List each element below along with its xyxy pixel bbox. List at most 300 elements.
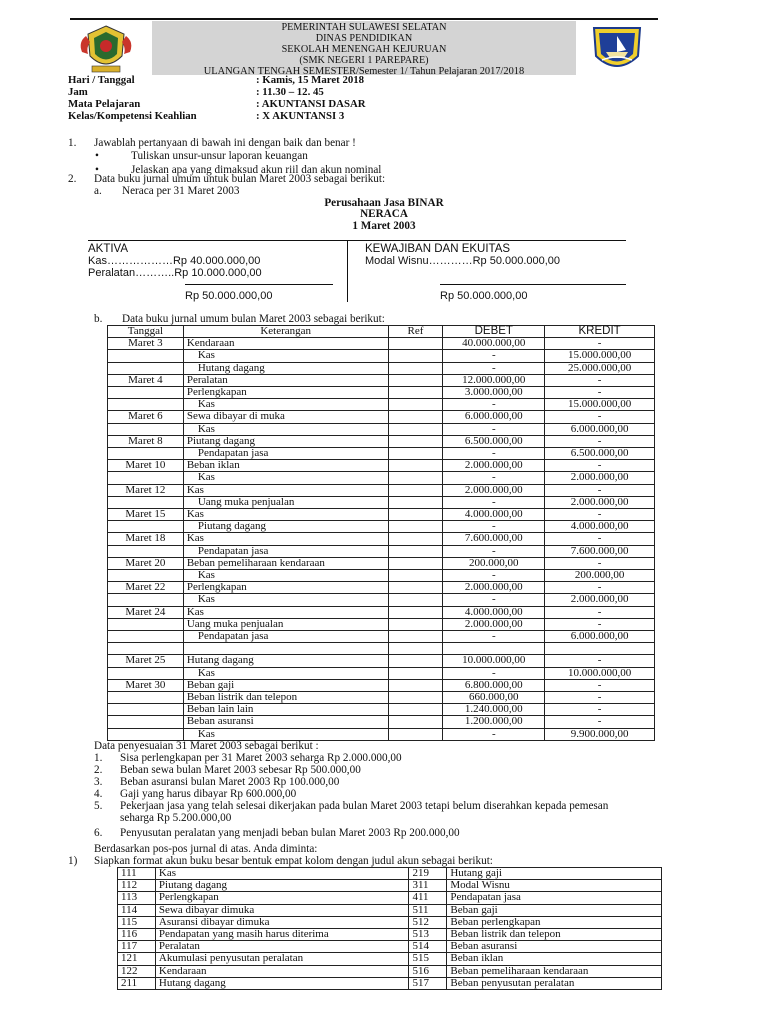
journal-cell-date: [108, 692, 184, 704]
account-name: Modal Wisnu: [447, 880, 662, 892]
school-badge-icon: [588, 22, 646, 78]
journal-cell-ref: [388, 435, 443, 447]
journal-cell-date: [108, 631, 184, 643]
journal-cell-credit: 6.000.000,00: [545, 423, 655, 435]
journal-cell-credit: -: [545, 557, 655, 569]
journal-cell-description: Sewa dibayar di muka: [183, 411, 388, 423]
journal-cell-debit: -: [443, 472, 545, 484]
journal-cell-credit: -: [545, 509, 655, 521]
journal-cell-description: Kas: [183, 570, 388, 582]
journal-cell-debit: 40.000.000,00: [443, 338, 545, 350]
journal-cell-ref: [388, 618, 443, 630]
adjustment-item: [94, 788, 760, 800]
account-name: Beban asuransi: [447, 941, 662, 953]
journal-cell-description: Uang muka penjualan: [183, 618, 388, 630]
neraca-right-subtotal-rule: [440, 284, 626, 285]
journal-cell-credit: 25.000.000,00: [545, 362, 655, 374]
journal-row: [108, 362, 655, 374]
journal-cell-description: Kas: [183, 594, 388, 606]
journal-row: [108, 496, 655, 508]
account-row: [118, 892, 662, 904]
journal-cell-ref: [388, 606, 443, 618]
journal-cell-credit: 4.000.000,00: [545, 521, 655, 533]
journal-row: [108, 704, 655, 716]
journal-cell-debit: 660.000,00: [443, 692, 545, 704]
neraca-aktiva-item: Peralatan………..Rp 10.000.000,00: [88, 267, 262, 279]
journal-cell-debit: -: [443, 362, 545, 374]
journal-cell-description: Kas: [183, 667, 388, 679]
journal-cell-credit: -: [545, 582, 655, 594]
journal-cell-credit: -: [545, 618, 655, 630]
journal-cell-ref: [388, 411, 443, 423]
journal-cell-ref: [388, 374, 443, 386]
journal-cell-debit: 12.000.000,00: [443, 374, 545, 386]
journal-cell-ref: [388, 350, 443, 362]
journal-cell-date: [108, 472, 184, 484]
journal-cell-ref: [388, 582, 443, 594]
journal-cell-date: [108, 399, 184, 411]
journal-row: [108, 594, 655, 606]
journal-cell-debit: 6.800.000,00: [443, 679, 545, 691]
adjustment-item-number: 5.: [94, 800, 103, 812]
journal-row: [108, 423, 655, 435]
journal-cell-credit: 15.000.000,00: [545, 350, 655, 362]
bullet-icon: •: [95, 164, 99, 176]
adjustment-item: [120, 812, 760, 824]
journal-cell-credit: -: [545, 387, 655, 399]
journal-header-credit: KREDIT: [545, 326, 655, 338]
q2-number: 2.: [68, 173, 77, 185]
journal-cell-credit: -: [545, 411, 655, 423]
journal-row: [108, 655, 655, 667]
account-row: [118, 880, 662, 892]
neraca-title: NERACA: [360, 208, 408, 220]
bullet-icon: •: [95, 150, 99, 162]
account-name: Piutang dagang: [155, 880, 409, 892]
journal-cell-date: Maret 10: [108, 460, 184, 472]
journal-cell-description: [183, 643, 388, 655]
journal-cell-debit: 2.000.000,00: [443, 582, 545, 594]
account-code: 112: [118, 880, 156, 892]
journal-cell-description: Kas: [183, 509, 388, 521]
adjustment-item-text: Sisa perlengkapan per 31 Maret 2003 seharga Rp 2.000.000,00: [120, 752, 402, 764]
account-code: 513: [409, 929, 447, 941]
journal-cell-date: [108, 667, 184, 679]
journal-cell-credit: [545, 643, 655, 655]
journal-header-debit: DEBET: [443, 326, 545, 338]
journal-cell-description: Beban listrik dan telepon: [183, 692, 388, 704]
journal-cell-date: [108, 362, 184, 374]
account-name: Perlengkapan: [155, 892, 409, 904]
school-header: [152, 21, 576, 75]
q2b-text: Data buku jurnal umum bulan Maret 2003 sebagai berikut:: [122, 313, 385, 325]
journal-cell-description: Kas: [183, 399, 388, 411]
journal-cell-description: Hutang dagang: [183, 655, 388, 667]
journal-cell-debit: -: [443, 399, 545, 411]
adjustment-item-text: seharga Rp 5.200.000,00: [120, 812, 232, 824]
meta-value-date: : Kamis, 15 Maret 2018: [256, 74, 365, 86]
journal-cell-description: Perlengkapan: [183, 387, 388, 399]
account-name: Beban gaji: [447, 904, 662, 916]
account-name: Asuransi dibayar dimuka: [155, 916, 409, 928]
neraca-date: 1 Maret 2003: [352, 220, 416, 232]
adjustment-item-text: Pekerjaan jasa yang telah selesai dikerjakan pada bulan Maret 2003 tetapi belum diserahkan kepada pemesan: [120, 800, 609, 812]
neraca-left-total: Rp 50.000.000,00: [185, 290, 273, 302]
journal-cell-credit: 2.000.000,00: [545, 472, 655, 484]
journal-row: [108, 606, 655, 618]
journal-cell-credit: 7.600.000,00: [545, 545, 655, 557]
journal-cell-date: Maret 4: [108, 374, 184, 386]
account-code: 411: [409, 892, 447, 904]
neraca-left-subtotal-rule: [185, 284, 333, 285]
header-line-school-type: SEKOLAH MENENGAH KEJURUAN: [281, 44, 447, 55]
header-line-agency: DINAS PENDIDIKAN: [315, 33, 413, 44]
account-row: [118, 916, 662, 928]
journal-row: [108, 643, 655, 655]
journal-cell-debit: -: [443, 448, 545, 460]
journal-row: [108, 679, 655, 691]
account-code: 121: [118, 953, 156, 965]
journal-cell-credit: -: [545, 533, 655, 545]
adjustment-item: [94, 752, 760, 764]
neraca-liabilities-item: Modal Wisnu…………Rp 50.000.000,00: [365, 255, 561, 267]
journal-row: [108, 618, 655, 630]
journal-cell-date: [108, 704, 184, 716]
q2b-label: b.: [94, 313, 103, 325]
meta-value-time: : 11.30 – 12. 45: [256, 86, 324, 98]
journal-cell-debit: 2.000.000,00: [443, 484, 545, 496]
journal-cell-ref: [388, 423, 443, 435]
account-code: 516: [409, 965, 447, 977]
account-code: 117: [118, 941, 156, 953]
journal-row: [108, 692, 655, 704]
account-name: Beban pemeliharaan kendaraan: [447, 965, 662, 977]
journal-cell-description: Peralatan: [183, 374, 388, 386]
journal-cell-description: Piutang dagang: [183, 435, 388, 447]
journal-cell-ref: [388, 362, 443, 374]
journal-cell-credit: -: [545, 460, 655, 472]
account-name: Pendapatan jasa: [447, 892, 662, 904]
journal-cell-description: Pendapatan jasa: [183, 631, 388, 643]
journal-cell-ref: [388, 692, 443, 704]
journal-cell-credit: 200.000,00: [545, 570, 655, 582]
q1-bullet-2: Jelaskan apa yang dimaksud akun riil dan akun nominal: [131, 164, 382, 176]
account-name: Beban listrik dan telepon: [447, 929, 662, 941]
journal-table: [107, 325, 655, 741]
meta-value-class: : X AKUNTANSI 3: [256, 110, 345, 122]
q1-number: 1.: [68, 137, 77, 149]
adjustment-section: [94, 740, 760, 839]
account-name: Beban iklan: [447, 953, 662, 965]
q1-bullet-1: Tuliskan unsur-unsur laporan keuangan: [131, 150, 308, 162]
journal-cell-debit: 4.000.000,00: [443, 606, 545, 618]
journal-cell-debit: -: [443, 545, 545, 557]
journal-cell-date: [108, 643, 184, 655]
journal-row: [108, 448, 655, 460]
journal-cell-credit: -: [545, 704, 655, 716]
instruction-title: Berdasarkan pos-pos jurnal di atas. Anda diminta:: [94, 843, 318, 855]
journal-cell-date: [108, 423, 184, 435]
account-code: 211: [118, 977, 156, 989]
journal-cell-description: Kendaraan: [183, 338, 388, 350]
neraca-aktiva-item: Kas………………Rp 40.000.000,00: [88, 255, 261, 267]
account-name: Beban penyusutan peralatan: [447, 977, 662, 989]
account-code: 114: [118, 904, 156, 916]
account-row: [118, 953, 662, 965]
account-code: 515: [409, 953, 447, 965]
journal-cell-ref: [388, 448, 443, 460]
journal-cell-debit: 2.000.000,00: [443, 460, 545, 472]
q2a-label: a.: [94, 185, 102, 197]
account-name: Hutang dagang: [155, 977, 409, 989]
journal-cell-credit: 6.500.000,00: [545, 448, 655, 460]
journal-cell-ref: [388, 460, 443, 472]
instruction-number: 1): [68, 855, 78, 867]
journal-cell-debit: 6.000.000,00: [443, 411, 545, 423]
journal-cell-date: [108, 387, 184, 399]
q2-text: Data buku jurnal umum untuk bulan Maret 2003 sebagai berikut:: [94, 173, 386, 185]
journal-row: [108, 472, 655, 484]
journal-cell-description: Beban asuransi: [183, 716, 388, 728]
neraca-top-rule: [88, 240, 626, 241]
journal-cell-ref: [388, 716, 443, 728]
account-name: Sewa dibayar dimuka: [155, 904, 409, 916]
journal-cell-date: [108, 716, 184, 728]
neraca-right-total: Rp 50.000.000,00: [440, 290, 528, 302]
adjustment-item-number: 2.: [94, 764, 103, 776]
journal-cell-ref: [388, 509, 443, 521]
journal-cell-ref: [388, 557, 443, 569]
adjustment-item: [94, 776, 760, 788]
journal-cell-debit: -: [443, 496, 545, 508]
neraca-divider: [347, 240, 348, 302]
journal-cell-ref: [388, 472, 443, 484]
adjustment-item-number: 1.: [94, 752, 103, 764]
account-name: Peralatan: [155, 941, 409, 953]
journal-cell-ref: [388, 521, 443, 533]
journal-cell-date: Maret 15: [108, 509, 184, 521]
journal-cell-date: [108, 728, 184, 740]
neraca-company: Perusahaan Jasa BINAR: [324, 197, 444, 209]
journal-cell-ref: [388, 484, 443, 496]
journal-cell-description: Kas: [183, 484, 388, 496]
journal-cell-debit: 4.000.000,00: [443, 509, 545, 521]
adjustment-item: [94, 800, 760, 812]
account-code: 115: [118, 916, 156, 928]
journal-cell-ref: [388, 655, 443, 667]
journal-cell-description: Perlengkapan: [183, 582, 388, 594]
journal-cell-ref: [388, 594, 443, 606]
journal-row: [108, 411, 655, 423]
journal-cell-credit: -: [545, 484, 655, 496]
q1-text: Jawablah pertanyaan di bawah ini dengan baik dan benar !: [94, 137, 356, 149]
adjustment-item-text: Gaji yang harus dibayar Rp 600.000,00: [120, 788, 297, 800]
journal-cell-debit: 1.200.000,00: [443, 716, 545, 728]
journal-cell-credit: -: [545, 338, 655, 350]
account-row: [118, 977, 662, 989]
journal-cell-ref: [388, 667, 443, 679]
journal-cell-debit: 6.500.000,00: [443, 435, 545, 447]
header-line-government: PEMERINTAH SULAWESI SELATAN: [281, 22, 447, 33]
journal-cell-description: Kas: [183, 606, 388, 618]
account-name: Kendaraan: [155, 965, 409, 977]
journal-header-description: Keterangan: [183, 326, 388, 338]
account-name: Hutang gaji: [447, 868, 662, 880]
journal-cell-description: Pendapatan jasa: [183, 545, 388, 557]
journal-row: [108, 533, 655, 545]
journal-cell-date: [108, 545, 184, 557]
account-code: 511: [409, 904, 447, 916]
adjustment-item-text: Penyusutan peralatan yang menjadi beban bulan Maret 2003 Rp 200.000,00: [120, 827, 460, 839]
adjustment-item-number: 4.: [94, 788, 103, 800]
account-row: [118, 929, 662, 941]
journal-cell-description: Kas: [183, 728, 388, 740]
journal-cell-date: Maret 6: [108, 411, 184, 423]
account-code: 122: [118, 965, 156, 977]
header-line-school-name: (SMK NEGERI 1 PAREPARE): [299, 55, 429, 66]
journal-cell-credit: -: [545, 679, 655, 691]
journal-cell-debit: -: [443, 350, 545, 362]
journal-cell-debit: 10.000.000,00: [443, 655, 545, 667]
adjustment-item-number: 3.: [94, 776, 103, 788]
neraca-aktiva-heading: AKTIVA: [88, 243, 129, 255]
journal-cell-description: Pendapatan jasa: [183, 448, 388, 460]
journal-cell-date: [108, 618, 184, 630]
journal-cell-description: Kas: [183, 423, 388, 435]
journal-row: [108, 399, 655, 411]
meta-label-date: Hari / Tanggal: [68, 74, 135, 86]
journal-cell-description: Beban pemeliharaan kendaraan: [183, 557, 388, 569]
neraca-liabilities-heading: KEWAJIBAN DAN EKUITAS: [365, 243, 511, 255]
journal-row: [108, 557, 655, 569]
journal-cell-description: Beban lain lain: [183, 704, 388, 716]
journal-cell-description: Uang muka penjualan: [183, 496, 388, 508]
account-row: [118, 868, 662, 880]
sulsel-emblem-icon: [76, 22, 136, 76]
journal-header-ref: Ref: [388, 326, 443, 338]
journal-cell-credit: 9.900.000,00: [545, 728, 655, 740]
journal-cell-description: Kas: [183, 472, 388, 484]
journal-cell-description: Kas: [183, 350, 388, 362]
instruction-text: Siapkan format akun buku besar bentuk empat kolom dengan judul akun sebagai berikut:: [94, 855, 493, 867]
journal-row: [108, 582, 655, 594]
journal-cell-ref: [388, 643, 443, 655]
journal-cell-debit: [443, 643, 545, 655]
journal-cell-date: Maret 8: [108, 435, 184, 447]
journal-row: [108, 374, 655, 386]
journal-cell-date: Maret 25: [108, 655, 184, 667]
journal-cell-date: Maret 24: [108, 606, 184, 618]
journal-cell-date: Maret 3: [108, 338, 184, 350]
account-name: Beban perlengkapan: [447, 916, 662, 928]
journal-cell-credit: 10.000.000,00: [545, 667, 655, 679]
adjustment-item: [94, 827, 760, 839]
journal-cell-date: Maret 22: [108, 582, 184, 594]
journal-cell-credit: 2.000.000,00: [545, 594, 655, 606]
journal-row: [108, 350, 655, 362]
meta-value-subject: : AKUNTANSI DASAR: [256, 98, 366, 110]
account-row: [118, 941, 662, 953]
journal-cell-date: [108, 570, 184, 582]
journal-cell-ref: [388, 704, 443, 716]
journal-cell-ref: [388, 570, 443, 582]
journal-header-row: [108, 326, 655, 338]
journal-cell-credit: -: [545, 606, 655, 618]
account-code: 113: [118, 892, 156, 904]
journal-cell-debit: -: [443, 423, 545, 435]
journal-row: [108, 545, 655, 557]
journal-row: [108, 387, 655, 399]
journal-cell-credit: -: [545, 692, 655, 704]
meta-label-time: Jam: [68, 86, 88, 98]
adjustment-title: Data penyesuaian 31 Maret 2003 sebagai berikut :: [94, 740, 319, 752]
journal-cell-date: [108, 496, 184, 508]
journal-cell-ref: [388, 387, 443, 399]
journal-cell-ref: [388, 399, 443, 411]
journal-cell-credit: 15.000.000,00: [545, 399, 655, 411]
journal-cell-ref: [388, 728, 443, 740]
journal-row: [108, 728, 655, 740]
journal-cell-date: [108, 350, 184, 362]
account-code: 517: [409, 977, 447, 989]
meta-label-class: Kelas/Kompetensi Keahlian: [68, 110, 197, 122]
adjustment-item-number: 6.: [94, 827, 103, 839]
accounts-table: [117, 867, 662, 990]
journal-cell-ref: [388, 496, 443, 508]
journal-row: [108, 716, 655, 728]
journal-row: [108, 435, 655, 447]
journal-cell-ref: [388, 679, 443, 691]
account-code: 514: [409, 941, 447, 953]
journal-cell-ref: [388, 631, 443, 643]
journal-row: [108, 631, 655, 643]
journal-row: [108, 521, 655, 533]
journal-cell-debit: 7.600.000,00: [443, 533, 545, 545]
journal-cell-description: Kas: [183, 533, 388, 545]
journal-cell-description: Piutang dagang: [183, 521, 388, 533]
adjustment-item-text: Beban sewa bulan Maret 2003 sebesar Rp 500.000,00: [120, 764, 361, 776]
journal-cell-credit: 2.000.000,00: [545, 496, 655, 508]
journal-cell-debit: 200.000,00: [443, 557, 545, 569]
journal-cell-description: Beban gaji: [183, 679, 388, 691]
journal-cell-credit: -: [545, 374, 655, 386]
journal-cell-debit: -: [443, 631, 545, 643]
journal-cell-ref: [388, 533, 443, 545]
journal-cell-description: Hutang dagang: [183, 362, 388, 374]
journal-cell-ref: [388, 338, 443, 350]
account-code: 311: [409, 880, 447, 892]
journal-cell-debit: -: [443, 594, 545, 606]
account-row: [118, 965, 662, 977]
journal-row: [108, 460, 655, 472]
meta-label-subject: Mata Pelajaran: [68, 98, 141, 110]
q2a-text: Neraca per 31 Maret 2003: [122, 185, 240, 197]
journal-row: [108, 667, 655, 679]
journal-cell-debit: -: [443, 667, 545, 679]
journal-cell-date: [108, 521, 184, 533]
journal-cell-debit: 1.240.000,00: [443, 704, 545, 716]
journal-cell-credit: 6.000.000,00: [545, 631, 655, 643]
account-name: Pendapatan yang masih harus diterima: [155, 929, 409, 941]
journal-cell-credit: -: [545, 435, 655, 447]
journal-cell-ref: [388, 545, 443, 557]
account-name: Kas: [155, 868, 409, 880]
journal-cell-debit: -: [443, 570, 545, 582]
adjustment-item-text: Beban asuransi bulan Maret 2003 Rp 100.000,00: [120, 776, 340, 788]
journal-cell-credit: -: [545, 716, 655, 728]
journal-cell-date: Maret 30: [108, 679, 184, 691]
journal-cell-description: Beban iklan: [183, 460, 388, 472]
